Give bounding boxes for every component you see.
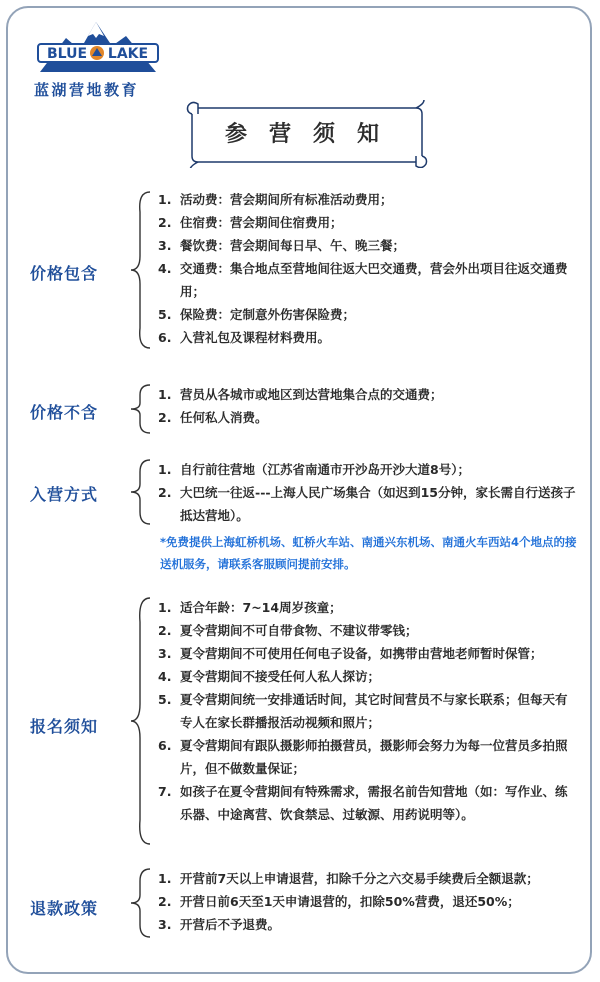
- list-item-text: 夏令营期间不可自带食物、不建议带零钱；: [180, 623, 418, 638]
- list-item-text: 自行前往营地（江苏省南通市开沙岛开沙大道8号）；: [180, 462, 470, 477]
- list-item-text: 如孩子在夏令营期间有特殊需求，需报名前告知营地（如：写作业、练乐器、中途离营、饮食禁忌、过敏源、用药说明等）。: [180, 784, 568, 822]
- page-title-char: 营: [268, 121, 291, 147]
- list-item-text: 夏令营期间有跟队摄影师拍摄营员，摄影师会努力为每一位营员多拍照片，但不做数量保证；: [180, 738, 568, 776]
- logo-word-left: BLUE: [46, 46, 88, 62]
- section-label-entry-method: 入营方式: [30, 485, 99, 504]
- list-item-number: 4.: [158, 261, 172, 276]
- logo-word-right: LAKE: [107, 46, 149, 62]
- list-item-number: 2.: [158, 485, 172, 500]
- list-item: [158, 867, 578, 890]
- list-item: [158, 211, 578, 234]
- list-item-text: 夏令营期间不接受任何人私人探访；: [180, 669, 381, 684]
- list-item: [158, 257, 578, 303]
- list-item: [158, 326, 578, 349]
- section-list-refund-policy: [158, 867, 578, 936]
- list-item-number: 3.: [158, 646, 172, 661]
- shuttle-service-note: *免费提供上海虹桥机场、虹桥火车站、南通兴东机场、南通火车西站4个地点的接送机服务，请联系客服顾问提前安排。: [160, 535, 577, 571]
- list-item-number: 3.: [158, 917, 172, 932]
- list-item-text: 大巴统一往返---上海人民广场集合（如迟到15分钟，家长需自行送孩子抵达营地）。: [180, 485, 576, 523]
- list-item: [158, 890, 578, 913]
- brace-icon: [128, 190, 154, 350]
- list-item-text: 任何私人消费。: [180, 410, 268, 425]
- brace-icon: [128, 867, 154, 939]
- list-item: [158, 619, 578, 642]
- section-label-price-excluded: 价格不含: [30, 403, 99, 422]
- list-item: [158, 665, 578, 688]
- list-item: [158, 596, 578, 619]
- list-item-number: 2.: [158, 215, 172, 230]
- list-item-number: 5.: [158, 307, 172, 322]
- list-item: [158, 458, 578, 481]
- section-list-price-excluded: [158, 383, 578, 429]
- list-item-text: 夏令营期间不可使用任何电子设备，如携带由营地老师暂时保管；: [180, 646, 543, 661]
- page-title-char: 参: [224, 121, 247, 147]
- list-item-text: 营员从各城市或地区到达营地集合点的交通费；: [180, 387, 443, 402]
- brand-subtitle: 蓝湖营地教育: [34, 81, 140, 99]
- page-title: [196, 112, 408, 152]
- list-item: [158, 303, 578, 326]
- list-item-number: 6.: [158, 738, 172, 753]
- list-item: [158, 406, 578, 429]
- section-list-entry-method: [158, 458, 578, 527]
- list-item-number: 4.: [158, 669, 172, 684]
- list-item-number: 3.: [158, 238, 172, 253]
- list-item-number: 1.: [158, 192, 172, 207]
- list-item-text: 开营日前6天至1天申请退营的，扣除50%营费，退还50%；: [180, 894, 520, 909]
- list-item: [158, 383, 578, 406]
- list-item-number: 2.: [158, 894, 172, 909]
- list-item: [158, 642, 578, 665]
- list-item: [158, 913, 578, 936]
- blue-lake-logo: [36, 20, 160, 76]
- list-item-number: 7.: [158, 784, 172, 799]
- list-item: [158, 688, 578, 734]
- list-item-number: 1.: [158, 387, 172, 402]
- brace-icon: [128, 458, 154, 526]
- list-item-text: 保险费：定制意外伤害保险费；: [180, 307, 356, 322]
- page-title-char: 知: [356, 121, 379, 147]
- list-item-text: 开营前7天以上申请退营，扣除千分之六交易手续费后全额退款；: [180, 871, 539, 886]
- list-item: [158, 734, 578, 780]
- list-item-number: 1.: [158, 600, 172, 615]
- list-item-text: 夏令营期间统一安排通话时间，其它时间营员不与家长联系；但每天有专人在家长群播报活动视频和照片；: [180, 692, 568, 730]
- section-list-registration-notes: [158, 596, 578, 826]
- brace-icon: [128, 383, 154, 435]
- list-item-text: 活动费：营会期间所有标准活动费用；: [180, 192, 393, 207]
- list-item-text: 开营后不予退费。: [180, 917, 281, 932]
- section-label-price-included: 价格包含: [30, 264, 99, 283]
- list-item-number: 6.: [158, 330, 172, 345]
- list-item-number: 5.: [158, 692, 172, 707]
- section-label-refund-policy: 退款政策: [30, 899, 99, 918]
- list-item-number: 1.: [158, 871, 172, 886]
- list-item-text: 交通费：集合地点至营地间往返大巴交通费，营会外出项目往返交通费用；: [180, 261, 568, 299]
- section-label-registration-notes: 报名须知: [30, 717, 99, 736]
- list-item: [158, 481, 578, 527]
- section-list-price-included: [158, 188, 578, 349]
- list-item-number: 2.: [158, 623, 172, 638]
- list-item-text: 餐饮费：营会期间每日早、午、晚三餐；: [180, 238, 406, 253]
- brace-icon: [128, 596, 154, 846]
- list-item-text: 住宿费：营会期间住宿费用；: [180, 215, 343, 230]
- list-item-number: 1.: [158, 462, 172, 477]
- list-item: [158, 188, 578, 211]
- list-item-text: 入营礼包及课程材料费用。: [180, 330, 331, 345]
- list-item: [158, 234, 578, 257]
- list-item-number: 2.: [158, 410, 172, 425]
- list-item-text: 适合年龄：7~14周岁孩童；: [180, 600, 342, 615]
- page-title-char: 须: [312, 121, 335, 147]
- list-item: [158, 780, 578, 826]
